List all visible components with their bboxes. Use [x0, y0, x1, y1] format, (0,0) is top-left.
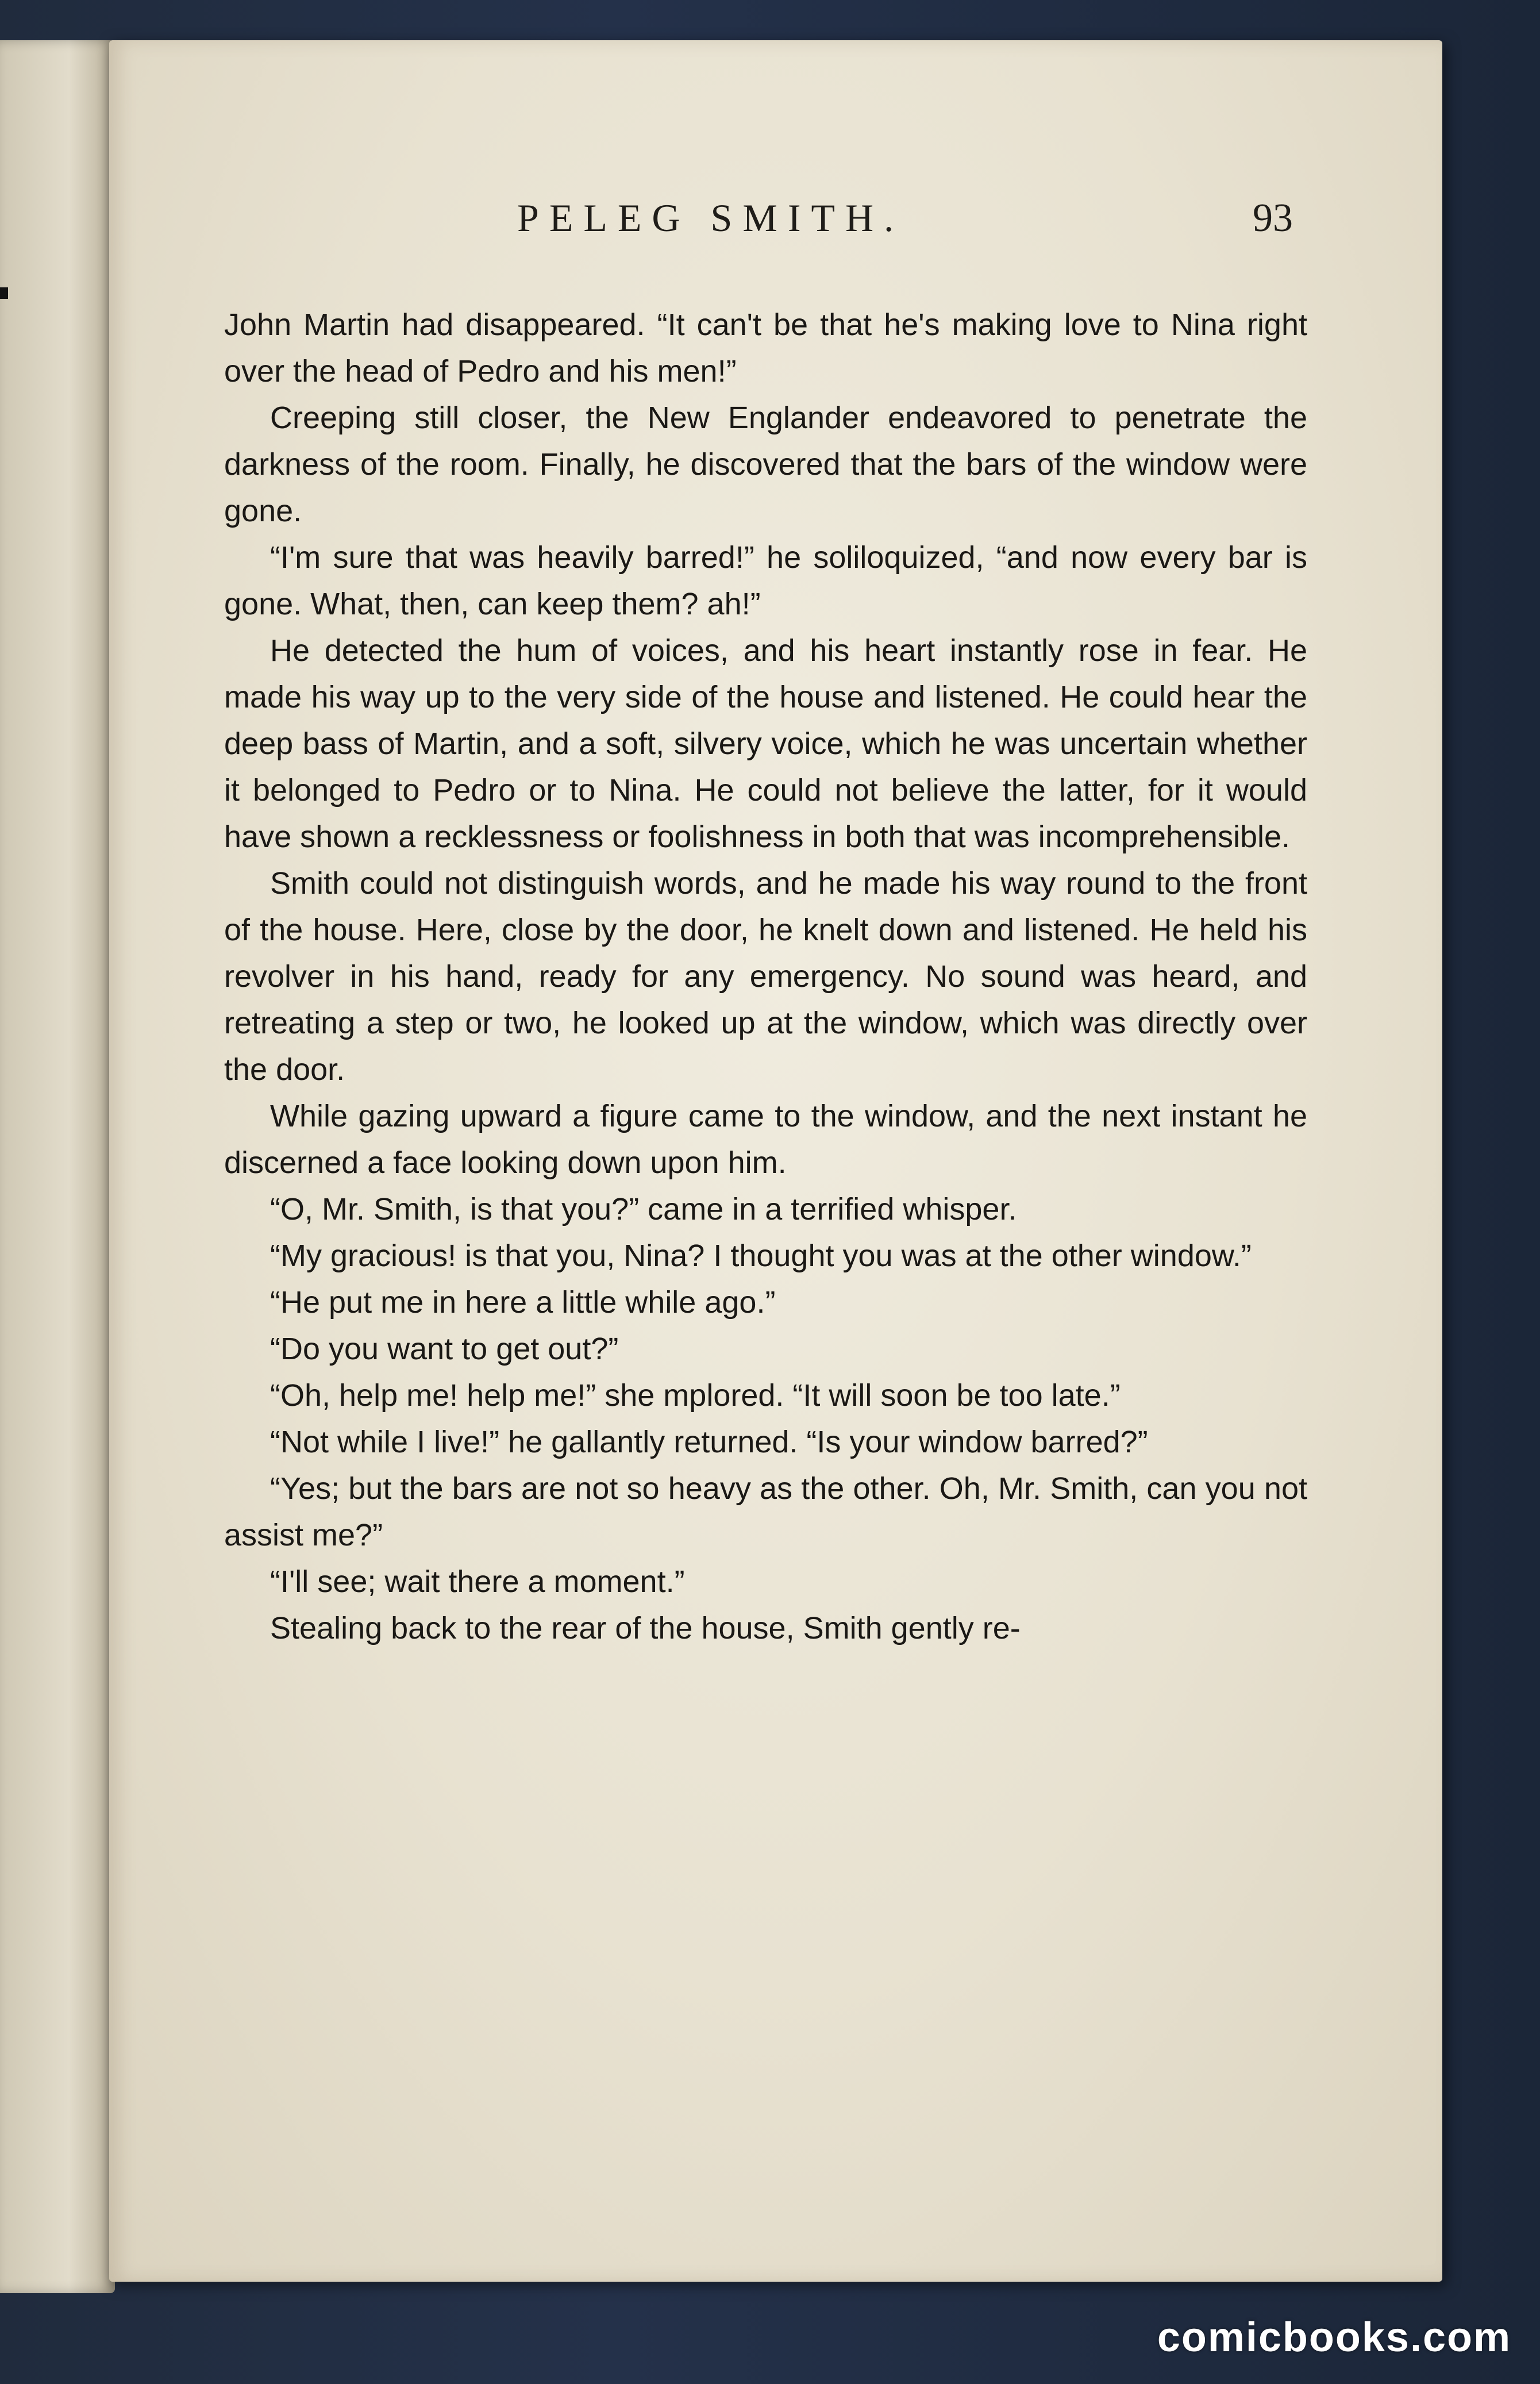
paragraph: “O, Mr. Smith, is that you?” came in a terrified whisper.: [270, 1192, 1017, 1226]
paragraph: “Yes; but the bars are not so heavy as the other. Oh, Mr. Smith, can you not assist me?”: [224, 1471, 1307, 1552]
paragraph: Smith could not distinguish words, and he made his way round to the front of the house. Here, close by the door, he knelt down and listened. He held his revolver in his hand, ready for any emergency. No sound was heard, and retreating a step or two, he looked up at the window, which was directly over the door.: [224, 866, 1307, 1087]
paragraph: John Martin had disappeared. “It can't be that he's making love to Nina right over the head of Pedro and his men!”: [224, 307, 1307, 389]
paragraph: “Do you want to get out?”: [270, 1332, 619, 1366]
page-header: [109, 195, 1316, 259]
paragraph: “Not while I live!” he gallantly returned. “Is your window barred?”: [270, 1425, 1148, 1459]
paragraph: He detected the hum of voices, and his heart instantly rose in fear. He made his way up to the very side of the house and listened. He could hear the deep bass of Martin, and a soft, silvery voice, which he was uncertain whether it belonged to Pedro or to Nina. He could not believe the latter, for it would have shown a recklessness or foolishness in both that was incomprehensible.: [224, 633, 1307, 854]
paragraph: Stealing back to the rear of the house, Smith gently re-: [270, 1611, 1021, 1645]
paragraph: “My gracious! is that you, Nina? I thought you was at the other window.”: [270, 1239, 1252, 1273]
paragraph: “He put me in here a little while ago.”: [270, 1285, 776, 1320]
previous-page-edge: [0, 40, 115, 2293]
book-page: [109, 40, 1442, 2282]
paragraph: While gazing upward a figure came to the window, and the next instant he discerned a face looking down upon him.: [224, 1099, 1307, 1180]
site-watermark: comicbooks.com: [1157, 2314, 1511, 2360]
paragraph: “Oh, help me! help me!” she mplored. “It will soon be too late.”: [270, 1378, 1121, 1413]
page-number: 93: [1253, 196, 1293, 240]
paragraph: “I'm sure that was heavily barred!” he soliloquized, “and now every bar is gone. What, then, can keep them? ah!”: [224, 540, 1307, 621]
paragraph: “I'll see; wait there a moment.”: [270, 1564, 685, 1599]
paragraph: Creeping still closer, the New Englander endeavored to penetrate the darkness of the room. Finally, he discovered that the bars of the window were gone.: [224, 401, 1307, 528]
page-mark: [0, 287, 8, 299]
body-text: [224, 302, 1307, 1652]
running-head: PELEG SMITH.: [517, 196, 904, 240]
